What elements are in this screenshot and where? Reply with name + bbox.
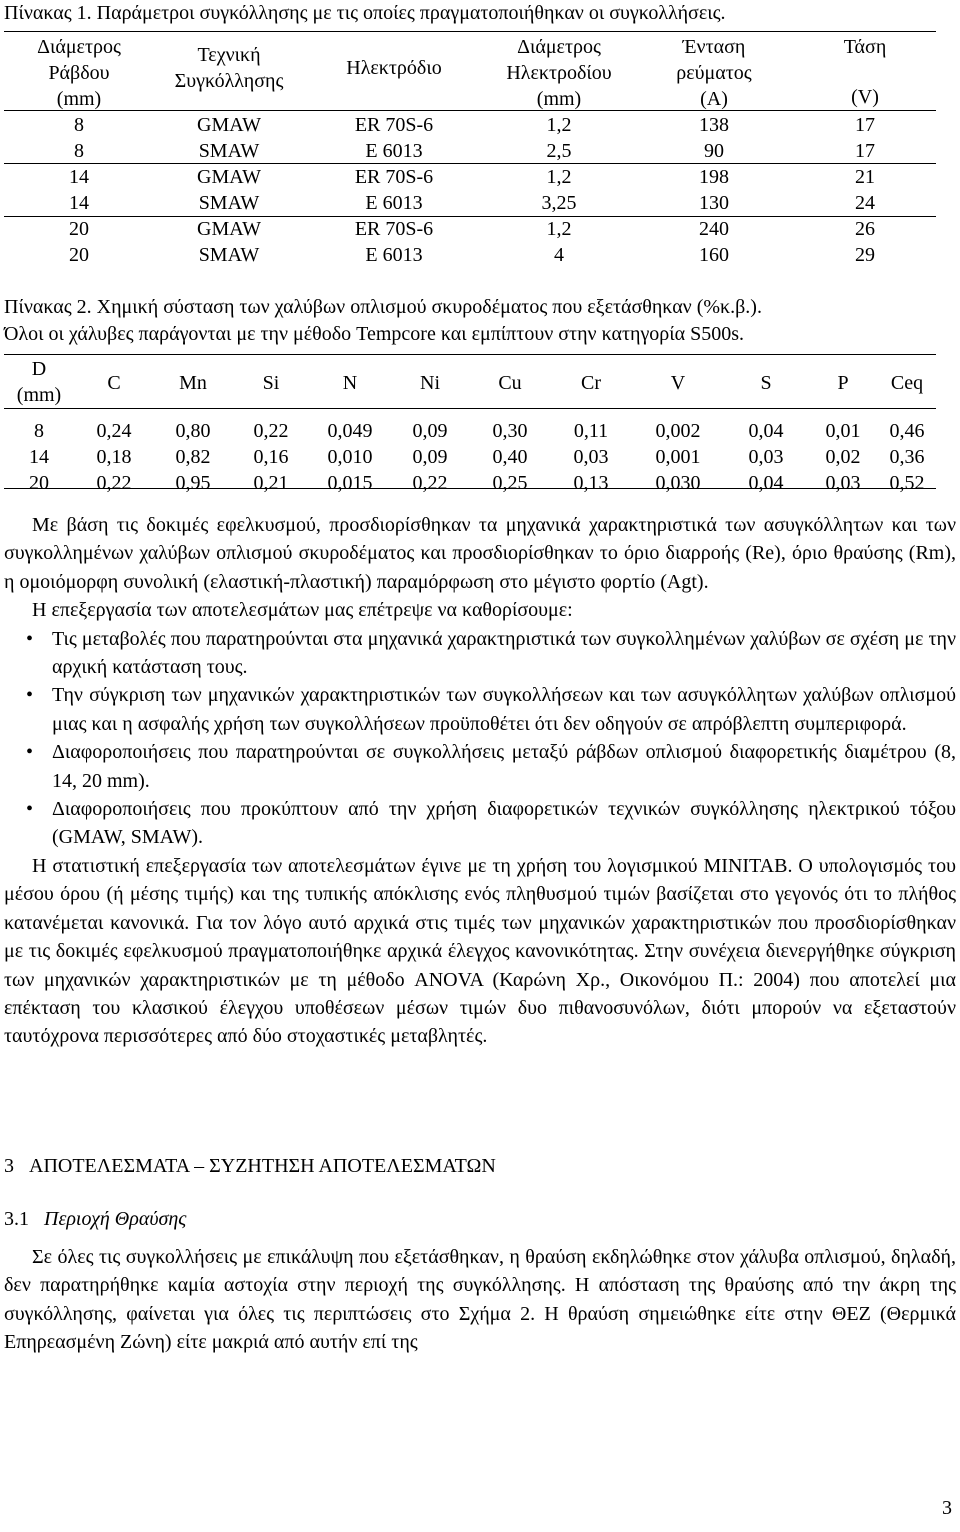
table1-header-current: Ένταση ρεύματος (A) bbox=[676, 36, 752, 110]
subsection-heading: 3.1 Περιοχή Θραύσης bbox=[4, 1208, 187, 1230]
table1-header-row bbox=[4, 34, 936, 112]
fracture-section bbox=[4, 1243, 956, 1357]
table1-top-rule bbox=[4, 31, 936, 32]
table-row: 8 SMAW E 6013 2,5 90 17 bbox=[74, 140, 875, 162]
table-row: 20 0,22 0,95 0,21 0,015 0,22 0,25 0,13 0,030 0,04 0,03 0,52 bbox=[29, 472, 925, 494]
paragraph-fracture-region: Σε όλες τις συγκολλήσεις με επικάλυψη που εξετάσθηκαν, η θραύση εκδηλώθηκε στον χάλυβα οπλισμού, δηλαδή, δεν παρατηρήθηκε καμία αστοχία στην περιοχή της συγκόλλησης. Η απόσταση της θραύσης από την άκρη της συγκόλλησης, φαίνεται για όλες τις περιπτώσεις στο Σχήμα 2. Η θραύση σημειώθηκε είτε στην ΘΕΖ (Θερμικά Επηρεασμένη Ζώνη) είτε μακριά από αυτήν επί της bbox=[4, 1246, 956, 1354]
table-row: 8 GMAW ER 70S-6 1,2 138 17 bbox=[74, 114, 875, 136]
list-item: • Διαφοροποιήσεις που παρατηρούνται σε συγκολλήσεις μεταξύ ράβδων οπλισμού διαφορετικής διαμέτρου (8, 14, 20 mm). bbox=[4, 738, 956, 795]
table-row: 20 GMAW ER 70S-6 1,2 240 26 bbox=[69, 218, 875, 240]
list-item: • Διαφοροποιήσεις που προκύπτουν από την χρήση διαφορετικών τεχνικών συγκόλλησης ηλεκτρικού τόξου (GMAW, SMAW). bbox=[4, 795, 956, 852]
section-heading: 3 ΑΠΟΤΕΛΕΣΜΑΤΑ – ΣΥΖΗΤΗΣΗ ΑΠΟΤΕΛΕΣΜΑΤΩΝ bbox=[4, 1155, 496, 1177]
table2-header-d: D (mm) bbox=[16, 358, 62, 406]
body-section bbox=[4, 511, 956, 1051]
paragraph-tensile-tests: Με βάση τις δοκιμές εφελκυσμού, προσδιορίσθηκαν τα μηχανικά χαρακτηριστικά των ασυγκόλλητων και των συγκολλημένων χαλύβων οπλισμού σκυροδέματος και προσδιορίσθηκαν το όριο διαρροής (Re), όριο θραύσης (Rm), η ομοιόμορφη συνολική (ελαστική-πλαστική) παραμόρφωση στο μέγιστο φορτίο (Agt). bbox=[4, 514, 956, 593]
paragraph-processing: Η επεξεργασία των αποτελεσμάτων μας επέτρεψε να καθορίσουμε: bbox=[32, 599, 573, 622]
table2-header-rule bbox=[4, 408, 936, 409]
bullet-icon: • bbox=[26, 627, 34, 650]
list-item: • Την σύγκριση των μηχανικών χαρακτηριστικών των συγκολλήσεων και των ασυγκόλλητων χαλύβων οπλισμού μιας και η ασφαλής χρήση των συγκολλήσεων προϋποθέτει ότι δεν οδηγούν σε απρόβλεπτη συμπεριφορά. bbox=[4, 681, 956, 738]
bullet-icon: • bbox=[26, 741, 34, 764]
table2 bbox=[4, 356, 936, 496]
table1 bbox=[4, 34, 936, 268]
table1-header-technique: Τεχνική Συγκόλλησης bbox=[174, 44, 284, 92]
table2-top-rule bbox=[4, 354, 936, 355]
bullet-icon: • bbox=[26, 684, 34, 707]
table-row: 14 0,18 0,82 0,16 0,010 0,09 0,40 0,03 0,001 0,03 0,02 0,36 bbox=[29, 446, 925, 468]
table1-header-rule bbox=[4, 110, 936, 111]
table2-header-row: D (mm) C Mn Si N Ni Cu Cr V S P Ceq bbox=[4, 356, 936, 410]
table2-caption-line1: Πίνακας 2. Χημική σύσταση των χαλύβων οπλισμού σκυροδέματος που εξετάσθηκαν (%κ.β.). bbox=[4, 296, 762, 318]
list-item: • Τις μεταβολές που παρατηρούνται στα μηχανικά χαρακτηριστικά των συγκολλημένων χαλύβων σε σχέση με την αρχική κατάσταση τους. bbox=[4, 625, 956, 682]
table-row: 20 SMAW E 6013 4 160 29 bbox=[69, 244, 875, 266]
table-row: 14 SMAW E 6013 3,25 130 24 bbox=[69, 192, 875, 214]
table1-header-electrode-diameter: Διάμετρος Ηλεκτροδίου (mm) bbox=[506, 36, 612, 110]
table1-group-rule-1 bbox=[4, 163, 936, 164]
table1-header-electrode: Ηλεκτρόδιο bbox=[346, 57, 442, 79]
table1-header-voltage: Τάση (V) bbox=[843, 36, 887, 108]
table2-bottom-rule bbox=[4, 488, 936, 489]
table-row: 14 GMAW ER 70S-6 1,2 198 21 bbox=[69, 166, 875, 188]
bullet-icon: • bbox=[26, 798, 34, 821]
table1-header-diameter: Διάμετρος Ράβδου (mm) bbox=[37, 36, 121, 110]
page-number: 3 bbox=[942, 1497, 952, 1519]
table1-caption: Πίνακας 1. Παράμετροι συγκόλλησης με τις οποίες πραγματοποιήθηκαν οι συγκολλήσεις. bbox=[4, 2, 726, 24]
table2-caption-line2: Όλοι οι χάλυβες παράγονται με την μέθοδο Tempcore και εμπίπτουν στην κατηγορία S500s. bbox=[4, 323, 745, 345]
table1-group-rule-2 bbox=[4, 216, 936, 217]
paragraph-statistics: Η στατιστική επεξεργασία των αποτελεσμάτων έγινε με τη χρήση του λογισμικού MINITAB. Ο υπολογισμός του μέσου όρου (ή μέσης τιμής) και της τυπικής απόκλισης ενός πληθυσμού τιμών βασίζεται στο γεγονός ότι το πλήθος κατανέμεται κανονικά. Για τον λόγο αυτό αρχικά στις τιμές των μηχανικών χαρακτηριστικών που προσδιορίσθηκαν με τις δοκιμές εφελκυσμού πραγματοποιήθηκε αρχικά έλεγχος κανονικότητας. Στην συνέχεια διενεργήθηκε σύγκριση των μηχανικών χαρακτηριστικών με τη μέθοδο ANOVA (Καρώνη Χρ., Οικονόμου Π.: 2004) που αποτελεί μια επέκταση του κλασικού έλεγχου υποθέσεων μέσων τιμών δυο πιθανοσυνόλων, διότι μπορούν να εξεταστούν ταυτόχρονα περισσότερες από δύο στοχαστικές μεταβλητές. bbox=[4, 854, 956, 1048]
table-row: 8 0,24 0,80 0,22 0,049 0,09 0,30 0,11 0,002 0,04 0,01 0,46 bbox=[34, 420, 925, 442]
